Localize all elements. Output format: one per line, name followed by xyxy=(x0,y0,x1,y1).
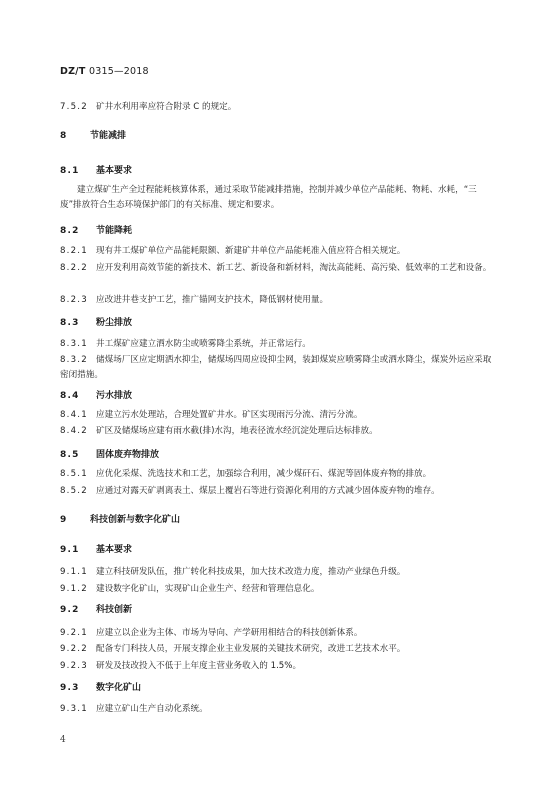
subsection-title: 固体废弃物排放 xyxy=(96,450,160,460)
clause-8-2-2 xyxy=(60,261,496,276)
clause-8-3-2 xyxy=(60,353,496,383)
subsection-9-1-heading xyxy=(60,544,500,556)
clause-number: 9.1.1 xyxy=(60,567,88,577)
subsection-title: 污水排放 xyxy=(96,391,133,401)
clause-text: 应建立污水处理站，合理处置矿井水。矿区实现雨污分流、清污分流。 xyxy=(96,410,363,420)
subsection-number: 8.5 xyxy=(60,450,80,460)
subsection-8-1-heading xyxy=(60,165,500,177)
subsection-title: 数字化矿山 xyxy=(96,683,142,693)
clause-text: 应开发利用高效节能的新技术、新工艺、新设备和新材料，淘汰高能耗、高污染、低效率的工艺和设备。 xyxy=(96,263,492,273)
clause-number: 8.5.2 xyxy=(60,486,88,496)
subsection-number: 9.2 xyxy=(60,605,80,615)
clause-number: 8.5.1 xyxy=(60,469,88,479)
subsection-title: 粉尘排放 xyxy=(96,318,133,328)
clause-text: 建设数字化矿山，实现矿山企业生产、经营和管理信息化。 xyxy=(96,584,320,594)
clause-9-1-2 xyxy=(60,583,500,595)
clause-9-2-1 xyxy=(60,627,500,639)
clause-text: 现有井工煤矿单位产品能耗限额、新建矿井单位产品能耗准入值应符合相关规定。 xyxy=(96,246,406,256)
subsection-number: 8.1 xyxy=(60,166,80,176)
page-number: 4 xyxy=(60,735,66,745)
subsection-title: 科技创新 xyxy=(96,605,133,615)
section-title: 节能减排 xyxy=(90,131,127,141)
clause-8-5-2 xyxy=(60,485,500,497)
clause-8-2-1 xyxy=(60,245,500,257)
clause-number: 8.4.2 xyxy=(60,426,88,436)
subsection-title: 基本要求 xyxy=(96,545,133,555)
clause-text: 建立科技研发队伍，推广转化科技成果，加大技术改造力度，推动产业绿色升级。 xyxy=(96,567,406,577)
clause-text: 研发及技改投入不低于上年度主营业务收入的 1.5%。 xyxy=(96,661,302,671)
clause-text: 应通过对露天矿剥离表土、煤层上覆岩石等进行资源化利用的方式减少固体废弃物的堆存。 xyxy=(96,486,440,496)
clause-text: 应优化采煤、洗选技术和工艺，加强综合利用，减少煤矸石、煤泥等固体废弃物的排放。 xyxy=(96,469,432,479)
subsection-number: 9.1 xyxy=(60,545,80,555)
clause-9-3-1 xyxy=(60,703,500,715)
clause-number: 9.2.1 xyxy=(60,628,88,638)
clause-text: 配备专门科技人员，开展支撑企业主业发展的关键技术研究，改进工艺技术水平。 xyxy=(96,644,406,654)
clause-text: 应建立矿山生产自动化系统。 xyxy=(96,704,208,714)
subsection-title: 基本要求 xyxy=(96,166,133,176)
clause-text: 应改进井巷支护工艺，推广锚网支护技术，降低钢材使用量。 xyxy=(96,295,329,305)
subsection-8-5-heading xyxy=(60,449,500,461)
section-9-heading xyxy=(60,514,500,526)
subsection-number: 8.3 xyxy=(60,318,80,328)
clause-8-4-2 xyxy=(60,425,500,437)
clause-8-4-1 xyxy=(60,409,500,421)
standard-code: DZ/T xyxy=(60,66,86,77)
paragraph-8-1: 建立煤矿生产全过程能耗核算体系，通过采取节能减排措施，控制并减少单位产品能耗、物耗、水耗，“三废”排放符合生态环境保护部门的有关标准、规定和要求。 xyxy=(60,185,477,210)
clause-text: 应建立以企业为主体、市场为导向、产学研用相结合的科技创新体系。 xyxy=(96,628,363,638)
clause-number: 8.2.2 xyxy=(60,263,88,273)
clause-number: 8.4.1 xyxy=(60,410,88,420)
clause-text: 矿区及储煤场应建有雨水截(排)水沟，地表径流水经沉淀处理后达标排放。 xyxy=(96,426,378,436)
clause-number: 8.2.3 xyxy=(60,295,88,305)
subsection-9-2-heading xyxy=(60,604,500,616)
clause-8-2-3 xyxy=(60,294,500,306)
document-header xyxy=(60,66,149,77)
clause-7-5-2 xyxy=(60,101,500,113)
section-title: 科技创新与数字化矿山 xyxy=(90,515,181,525)
clause-text: 井工煤矿应建立洒水防尘或喷雾降尘系统，并正常运行。 xyxy=(96,339,311,349)
clause-number: 9.1.2 xyxy=(60,584,88,594)
clause-9-2-3 xyxy=(60,660,500,672)
section-number: 8 xyxy=(60,131,68,141)
clause-9-1-1 xyxy=(60,566,500,578)
clause-8-5-1 xyxy=(60,468,500,480)
section-8-heading xyxy=(60,130,500,142)
clause-8-3-1 xyxy=(60,338,500,350)
subsection-number: 9.3 xyxy=(60,683,80,693)
subsection-number: 8.4 xyxy=(60,391,80,401)
clause-number: 7.5.2 xyxy=(60,102,88,112)
clause-number: 9.2.3 xyxy=(60,661,88,671)
clause-number: 9.3.1 xyxy=(60,704,88,714)
clause-text: 储煤场厂区应定期洒水抑尘，储煤场四周应设抑尘网，装卸煤炭应喷雾降尘或洒水降尘，煤炭外运应采取密闭措施。 xyxy=(60,355,492,380)
standard-number: 0315—2018 xyxy=(89,66,149,77)
subsection-8-2-heading xyxy=(60,225,500,237)
subsection-number: 8.2 xyxy=(60,226,80,236)
section-number: 9 xyxy=(60,515,68,525)
subsection-8-4-heading xyxy=(60,390,500,402)
subsection-9-3-heading xyxy=(60,682,500,694)
subsection-8-3-heading xyxy=(60,317,500,329)
clause-text: 矿井水利用率应符合附录 C 的规定。 xyxy=(96,102,237,112)
clause-number: 8.3.2 xyxy=(60,355,88,365)
clause-9-2-2 xyxy=(60,643,500,655)
clause-number: 9.2.2 xyxy=(60,644,88,654)
clause-number: 8.3.1 xyxy=(60,339,88,349)
subsection-title: 节能降耗 xyxy=(96,226,133,236)
clause-number: 8.2.1 xyxy=(60,246,88,256)
